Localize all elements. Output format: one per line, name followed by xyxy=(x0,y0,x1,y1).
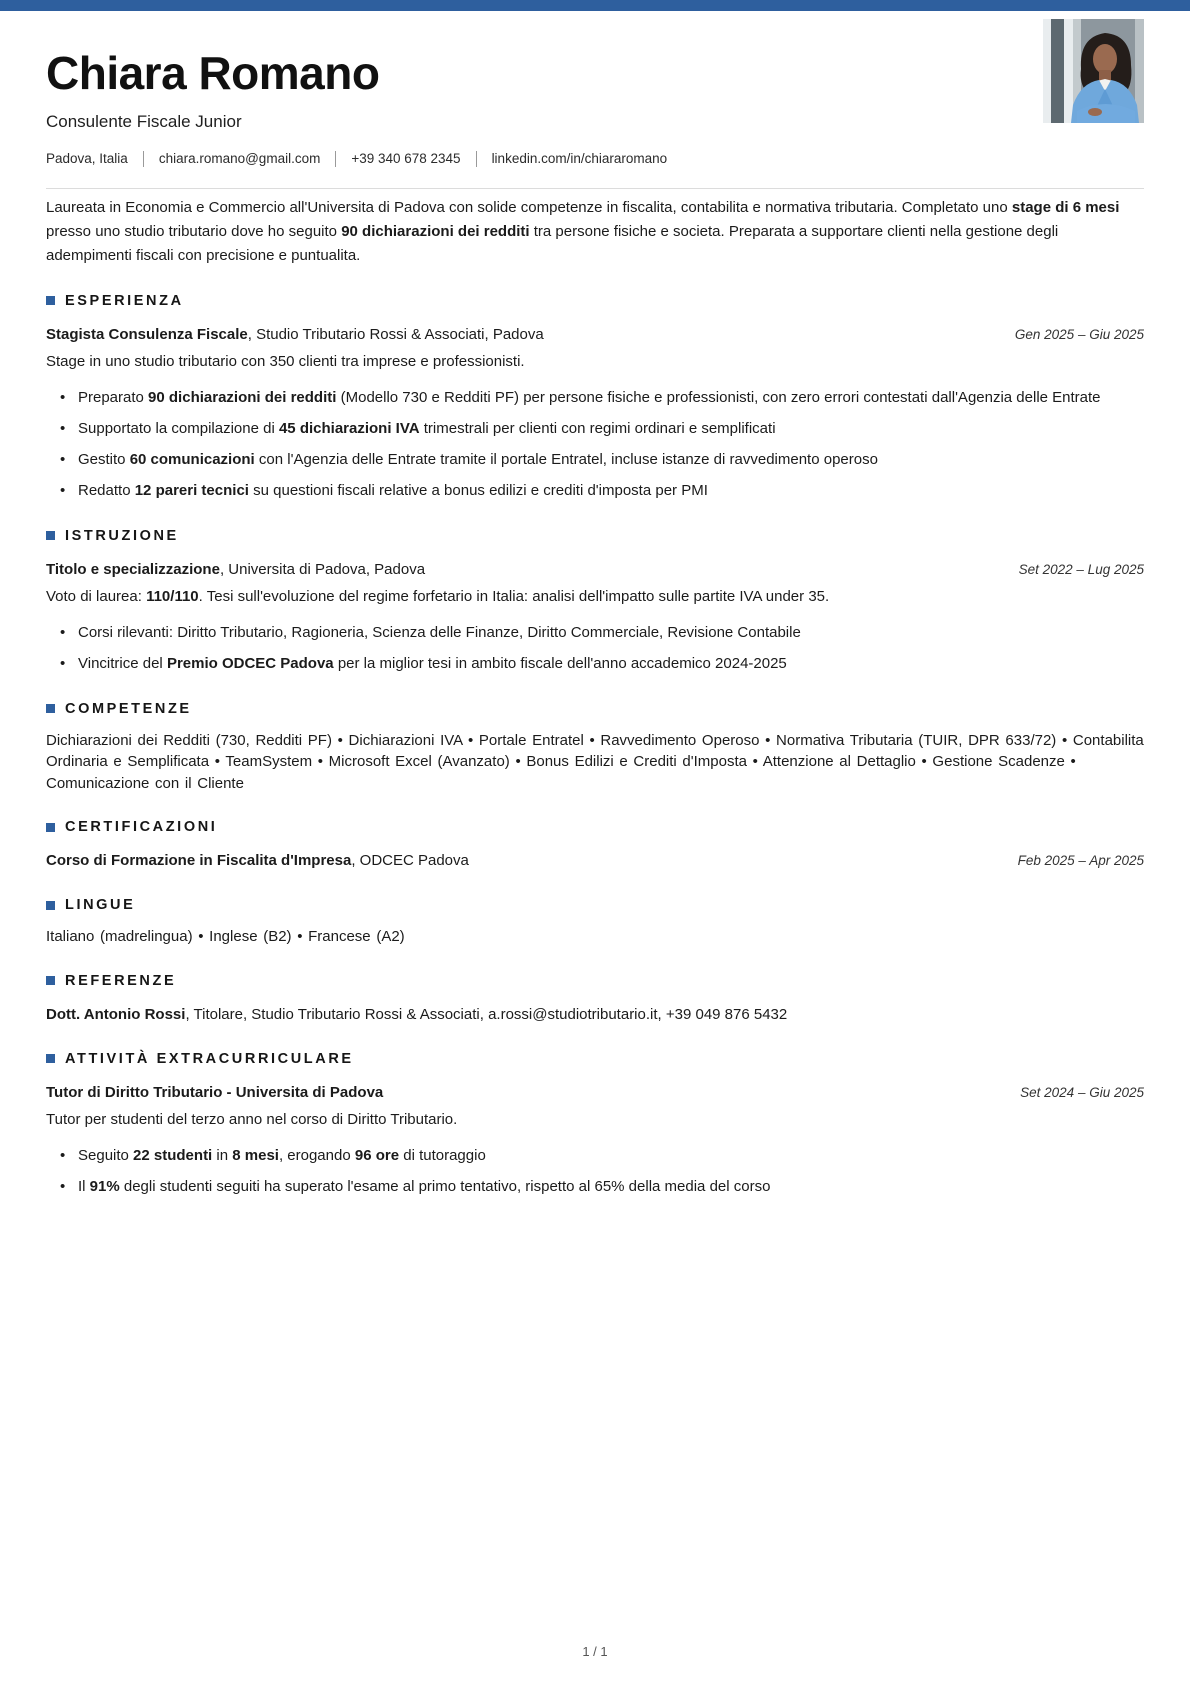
summary-paragraph: Laureata in Economia e Commercio all'Universita di Padova con solide competenze in fiscalita, contabilita e normativa tributaria. Completato uno stage di 6 mesi presso uno studio tributario dove ho seguito 90 dichiarazioni dei redditi tra persone fisiche e societa. Preparata a supportare clienti nella gestione degli adempimenti fiscali con precisione e puntualita. xyxy=(46,198,1120,264)
contact-separator xyxy=(143,151,144,167)
page-indicator: 1 / 1 xyxy=(582,1644,608,1659)
section-esperienza xyxy=(46,293,1144,503)
section-heading-lingue xyxy=(46,897,1144,913)
contact-separator xyxy=(476,151,477,167)
candidate-name: Chiara Romano xyxy=(46,47,380,99)
job-entry-dates: Gen 2025 – Giu 2025 xyxy=(1014,326,1144,342)
contact-linkedin: linkedin.com/in/chiararomano xyxy=(491,151,668,167)
contact-location: Padova, Italia xyxy=(46,151,128,167)
reference-entry xyxy=(46,1003,1144,1026)
section-istruzione xyxy=(46,528,1144,676)
section-certificazioni xyxy=(46,819,1144,872)
section-heading-label: COMPETENZE xyxy=(65,700,192,717)
section-referenze xyxy=(46,973,1144,1026)
section-lingue xyxy=(46,897,1144,948)
reference-entry-text: Dott. Antonio Rossi, Titolare, Studio Tributario Rossi & Associati, a.rossi@studiotributario.it, +39 049 876 5432 xyxy=(46,1005,788,1023)
bullet-item: • Vincitrice del Premio ODCEC Padova per la miglior tesi in ambito fiscale dell'anno accademico 2024-2025 xyxy=(58,652,1144,676)
section-heading-competenze xyxy=(46,701,1144,717)
job-entry-header xyxy=(46,323,1144,346)
job-entry-title: Stagista Consulenza Fiscale, Studio Tributario Rossi & Associati, Padova xyxy=(46,325,544,343)
section-square-icon xyxy=(46,976,55,985)
section-heading-attivita xyxy=(46,1051,1144,1067)
job-entry-subtitle: Stage in uno studio tributario con 350 clienti tra imprese e professionisti. xyxy=(46,352,525,370)
resume-page xyxy=(0,11,1190,1199)
education-entry-header xyxy=(46,558,1144,581)
section-square-icon xyxy=(46,823,55,832)
section-attivita xyxy=(46,1051,1144,1199)
section-heading-label: ATTIVITÀ EXTRACURRICULARE xyxy=(65,1050,354,1067)
bullet-item: • Seguito 22 studenti in 8 mesi, erogando 96 ore di tutoraggio xyxy=(58,1144,1144,1168)
activity-entry-title: Tutor di Diritto Tributario - Universita di Padova xyxy=(46,1083,384,1101)
section-heading-esperienza xyxy=(46,293,1144,309)
activity-entry-header xyxy=(46,1081,1144,1104)
education-bullet-list xyxy=(46,621,1144,676)
bullet-item: • Preparato 90 dichiarazioni dei redditi (Modello 730 e Redditi PF) per persone fisiche e professionisti, con zero errori contestati dall'Agenzia delle Entrate xyxy=(58,386,1144,410)
section-heading-label: REFERENZE xyxy=(65,972,177,989)
contact-phone: +39 340 678 2345 xyxy=(351,151,461,167)
activity-bullet-list xyxy=(46,1144,1144,1199)
section-square-icon xyxy=(46,531,55,540)
contact-email: chiara.romano@gmail.com xyxy=(158,151,321,167)
certification-entry-title: Corso di Formazione in Fiscalita d'Impresa, ODCEC Padova xyxy=(46,852,469,870)
contact-separator xyxy=(335,151,336,167)
candidate-job-title: Consulente Fiscale Junior xyxy=(46,111,242,131)
education-entry-dates: Set 2022 – Lug 2025 xyxy=(1018,561,1144,577)
bullet-item: • Gestito 60 comunicazioni con l'Agenzia delle Entrate tramite il portale Entratel, incluse istanze di ravvedimento operoso xyxy=(58,448,1144,472)
resume-header xyxy=(46,11,1144,189)
section-heading-certificazioni xyxy=(46,819,1144,835)
education-entry-subtitle: Voto di laurea: 110/110. Tesi sull'evoluzione del regime forfetario in Italia: analisi dell'impatto sulle partite IVA under 35. xyxy=(46,587,830,605)
section-square-icon xyxy=(46,1054,55,1063)
skills-list: Dichiarazioni dei Redditi (730, Redditi PF) • Dichiarazioni IVA • Portale Entratel • Ravvedimento Operoso • Normativa Tributaria (TUIR, DPR 633/72) • Contabilita Ordinaria e Semplificata • TeamSystem • Microsoft Excel (Avanzato) • Bonus Edilizi e Crediti d'Imposta • Attenzione al Dettaglio • Gestione Scadenze • Comunicazione con il Cliente xyxy=(46,731,1144,792)
languages-list: Italiano (madrelingua) • Inglese (B2) • Francese (A2) xyxy=(46,928,405,946)
section-heading-label: ESPERIENZA xyxy=(65,292,184,309)
section-heading-label: LINGUE xyxy=(65,897,136,914)
education-entry-title: Titolo e specializzazione, Universita di Padova, Padova xyxy=(46,560,426,578)
section-square-icon xyxy=(46,704,55,713)
section-heading-label: CERTIFICAZIONI xyxy=(65,819,218,836)
section-heading-referenze xyxy=(46,973,1144,989)
activity-entry-dates: Set 2024 – Giu 2025 xyxy=(1020,1084,1144,1100)
header-divider xyxy=(46,188,1144,189)
section-square-icon xyxy=(46,296,55,305)
section-heading-label: ISTRUZIONE xyxy=(65,527,179,544)
top-accent-bar xyxy=(0,0,1190,11)
section-square-icon xyxy=(46,901,55,910)
section-competenze xyxy=(46,701,1144,795)
bullet-item: • Il 91% degli studenti seguiti ha superato l'esame al primo tentativo, rispetto al 65% della media del corso xyxy=(58,1175,1144,1199)
certification-entry-header xyxy=(46,849,1144,872)
section-heading-istruzione xyxy=(46,528,1144,544)
certification-entry-dates: Feb 2025 – Apr 2025 xyxy=(1017,853,1144,869)
profile-photo xyxy=(1043,19,1144,123)
activity-entry-subtitle: Tutor per studenti del terzo anno nel corso di Diritto Tributario. xyxy=(46,1110,458,1128)
contact-row xyxy=(46,151,1144,167)
job-bullet-list xyxy=(46,386,1144,503)
bullet-item: • Redatto 12 pareri tecnici su questioni fiscali relative a bonus edilizi e crediti d'imposta per PMI xyxy=(58,479,1144,503)
bullet-item: • Supportato la compilazione di 45 dichiarazioni IVA trimestrali per clienti con regimi ordinari e semplificati xyxy=(58,417,1144,441)
bullet-item: • Corsi rilevanti: Diritto Tributario, Ragioneria, Scienza delle Finanze, Diritto Commerciale, Revisione Contabile xyxy=(58,621,1144,645)
